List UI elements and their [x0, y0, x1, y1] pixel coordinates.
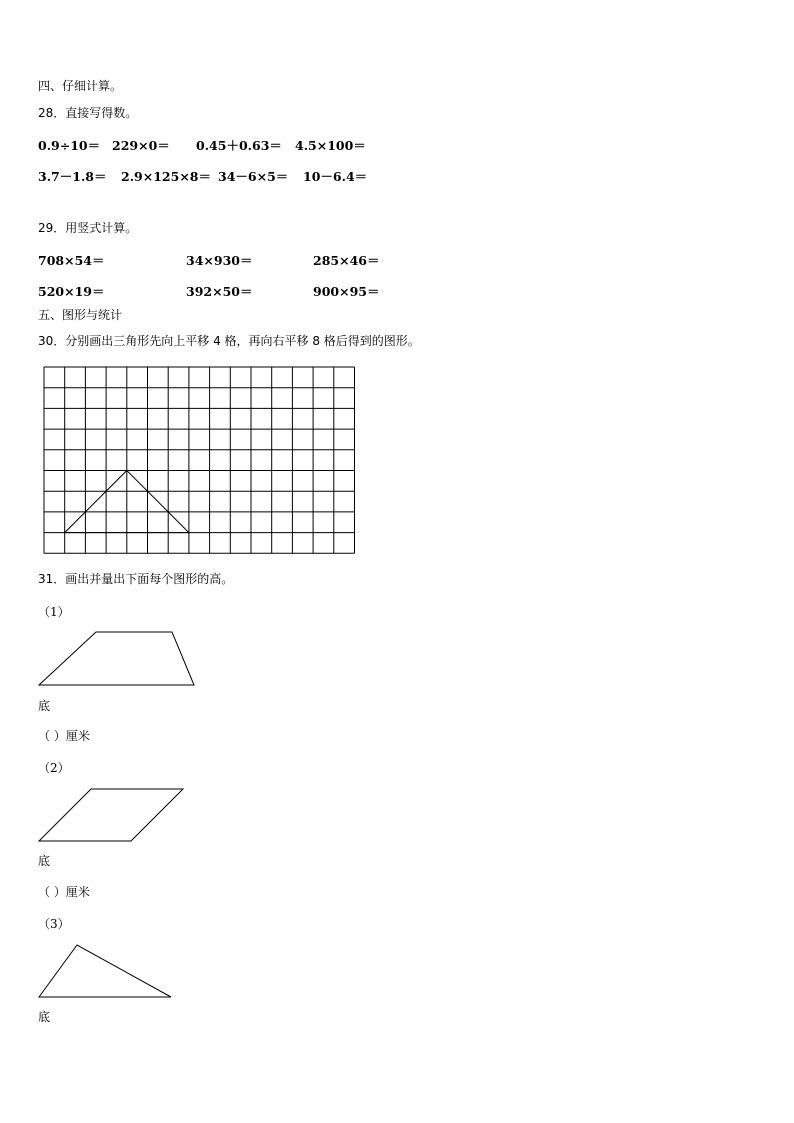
q28-expr-6: 2.9×125×8＝ [121, 169, 211, 184]
q28-expr-4: 4.5×100＝ [295, 138, 366, 153]
q31-prompt: 31．画出并量出下面每个图形的高。 [38, 572, 234, 586]
triangle-shape [36, 942, 174, 1000]
q29-expr-4: 520×19＝ [38, 284, 105, 299]
translation-grid [43, 366, 357, 556]
q29-prompt: 29．用竖式计算。 [38, 221, 138, 235]
section-five-title: 五、图形与统计 [38, 308, 123, 322]
q28-expr-3: 0.45＋0.63＝ [196, 138, 282, 153]
q29-expr-6: 900×95＝ [313, 284, 380, 299]
q31-item2-base-label: 底 [38, 854, 51, 868]
q31-item1-base-label: 底 [38, 699, 51, 713]
parallelogram-shape [36, 786, 186, 844]
q31-item3-base-label: 底 [38, 1010, 51, 1024]
q28-prompt: 28．直接写得数。 [38, 106, 138, 120]
q31-item2-label: （2） [38, 761, 70, 775]
q29-expr-3: 285×46＝ [313, 253, 380, 268]
q31-item2-answer: （ ）厘米 [38, 885, 90, 899]
section-four-title: 四、仔细计算。 [38, 79, 123, 93]
q28-expr-8: 10－6.4＝ [303, 169, 368, 184]
q28-expr-5: 3.7－1.8＝ [38, 169, 107, 184]
trapezoid-shape [36, 630, 198, 688]
grid-lines [44, 367, 355, 553]
q31-item1-answer: （ ）厘米 [38, 729, 90, 743]
q29-expr-2: 34×930＝ [186, 253, 253, 268]
q31-item3-label: （3） [38, 917, 70, 931]
q28-expr-1: 0.9÷10＝ [38, 138, 101, 153]
q28-expr-7: 34－6×5＝ [218, 169, 289, 184]
q29-expr-5: 392×50＝ [186, 284, 253, 299]
q29-expr-1: 708×54＝ [38, 253, 105, 268]
q28-expr-2: 229×0＝ [112, 138, 170, 153]
q31-item1-label: （1） [38, 605, 70, 619]
q30-prompt: 30．分别画出三角形先向上平移 4 格，再向右平移 8 格后得到的图形。 [38, 334, 420, 348]
